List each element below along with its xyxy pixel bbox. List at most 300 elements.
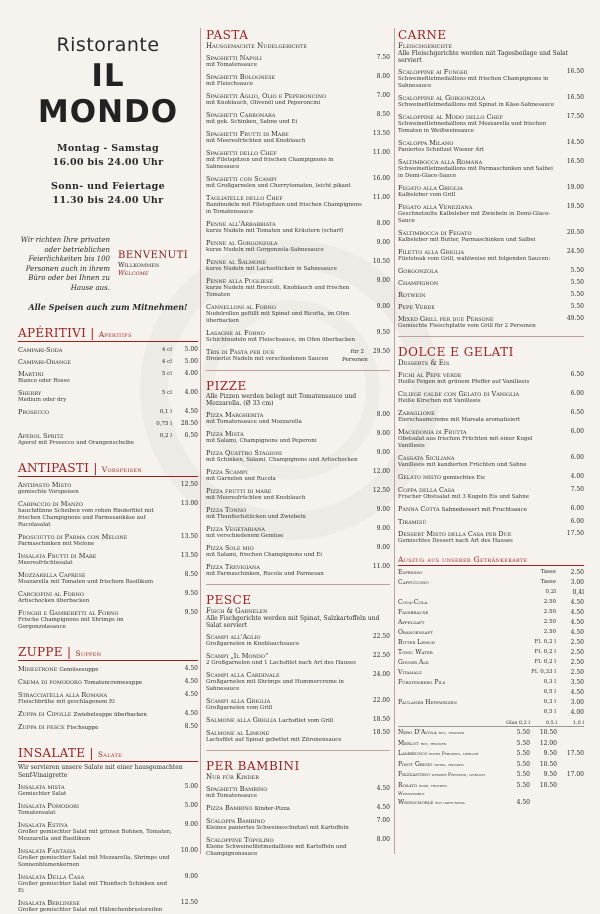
menu-item-desc: Kleines paniertes Schweineschnitzel mit Kartoffeln bbox=[206, 825, 349, 831]
menu-item bbox=[18, 710, 198, 719]
drink-item bbox=[398, 689, 584, 697]
menu-item-qty: 4 cl bbox=[161, 347, 172, 353]
menu-item-desc: mit gek. Schinken, Sahne und Ei bbox=[206, 119, 298, 125]
menu-item bbox=[398, 68, 584, 90]
menu-item-price: 19.00 bbox=[566, 184, 584, 191]
menu-item-desc: Schweinefiletmedaillons mit frischen Champignons in Sahnesauce bbox=[398, 76, 549, 89]
menu-item-desc: Großgarnelen vom Grill bbox=[206, 705, 273, 711]
menu-item-desc: Paniertes Schnitzel Wiener Art bbox=[398, 147, 485, 153]
opening-hours bbox=[18, 142, 198, 208]
menu-item bbox=[18, 571, 198, 586]
menu-item-desc: Artischocken überbacken bbox=[18, 598, 90, 604]
menu-item-title: Stracciatella alla Romana bbox=[18, 691, 108, 699]
wine-item bbox=[398, 740, 584, 749]
menu-item-price: 6.50 bbox=[570, 409, 584, 416]
menu-item-price: 6.00 bbox=[570, 390, 584, 397]
column-divider bbox=[394, 28, 395, 854]
menu-item-title: Fichi al Pepe verde bbox=[398, 371, 462, 379]
menu-item-title: Lasagne al Forno bbox=[206, 329, 265, 337]
column-left bbox=[18, 0, 198, 913]
pizze-list bbox=[206, 411, 390, 578]
menu-item-price: 11.00 bbox=[372, 149, 390, 156]
menu-item bbox=[18, 873, 198, 895]
section-pasta-title: PASTA bbox=[206, 28, 249, 42]
menu-item-price: 4.50 bbox=[376, 785, 390, 792]
menu-item-desc: Tomatensalat bbox=[18, 810, 56, 816]
menu-item-name bbox=[398, 473, 558, 482]
menu-item-title: Saltimbocca alla Romana bbox=[398, 158, 483, 166]
menu-item bbox=[18, 802, 198, 817]
menu-item-desc: gemischtes Eis bbox=[443, 475, 485, 481]
section-pesce-title: PESCE bbox=[206, 593, 252, 607]
menu-item bbox=[18, 481, 198, 496]
menu-item bbox=[206, 411, 390, 426]
wine-price bbox=[557, 782, 584, 791]
menu-item bbox=[206, 348, 390, 364]
wine-price bbox=[557, 761, 584, 770]
dolce-list bbox=[398, 371, 584, 545]
menu-item bbox=[206, 697, 390, 712]
menu-item-title: Insalata mista bbox=[18, 783, 65, 791]
menu-item-title: Macedonia di Frutta bbox=[398, 428, 467, 436]
section-subtitle: Vorspeisen bbox=[101, 465, 142, 474]
menu-item-desc: kurze Nudeln mit Gorgonzola-Sahnesauce bbox=[206, 247, 324, 253]
menu-item-price: 13.50 bbox=[180, 552, 198, 559]
section-note: Wir servieren unsere Salate mit einer hausgemachten Senf-Vinaigrette bbox=[18, 764, 183, 779]
menu-item bbox=[206, 111, 390, 126]
section-bambini-subtitle: Nur für Kinder bbox=[206, 773, 260, 781]
menu-item-desc: mit Knoblauch, Olivenöl und Peperoncini bbox=[206, 100, 321, 106]
menu-item-desc: Meeresfrüchtesalat bbox=[18, 560, 73, 566]
menu-item-desc: Geschnetzelte Kalbsleber mit Zwiebeln in Demi-Glace-Sauce bbox=[398, 211, 551, 224]
menu-item-desc: Großer gemischter Salat mit Hähnchenbrustsreifen bbox=[18, 907, 163, 913]
wine-price: 5.50 bbox=[516, 739, 530, 747]
menu-item-desc: Heiße Kirschen mit Vanilleeis bbox=[398, 398, 481, 404]
wine-item bbox=[398, 729, 584, 738]
wine-list bbox=[398, 729, 584, 808]
carne-list bbox=[398, 68, 584, 330]
drink-size: 0,2l bbox=[545, 588, 556, 595]
menu-item-name bbox=[398, 390, 558, 405]
menu-item-title: Insalata Estiva bbox=[18, 821, 68, 829]
wine-price: 10.50 bbox=[539, 729, 557, 736]
drink-price: 3.50 bbox=[570, 678, 584, 686]
drink-size: 2.50 bbox=[543, 598, 556, 605]
menu-item-price: 28.50 bbox=[180, 420, 198, 427]
section-title: INSALATE bbox=[18, 746, 86, 760]
menu-item-desc: kurze Nudeln mit Broccoli, Knoblauch und frischen Tomaten bbox=[206, 285, 350, 298]
menu-item-price: 18.50 bbox=[372, 716, 390, 723]
menu-item-name bbox=[398, 518, 558, 526]
menu-item-desc: Schweinefiletmedaillons mit Parmaschinken und Salbei in Demi-Glace-Sauce bbox=[398, 166, 553, 179]
menu-item-price: 9.00 bbox=[184, 821, 198, 828]
menu-item-price: 8.50 bbox=[376, 111, 390, 118]
menu-item-title: Ciliege calde con Gelato di Vaniglia bbox=[398, 390, 520, 398]
menu-item-name bbox=[206, 652, 364, 667]
hours-time: 11.30 bis 24.00 Uhr bbox=[52, 195, 164, 206]
drink-item bbox=[398, 679, 584, 687]
drink-size: Tasse bbox=[540, 568, 556, 575]
menu-item-price: 4.50 bbox=[184, 710, 198, 717]
wine-name bbox=[398, 782, 503, 791]
menu-item-title: Prosciutto di Parma con Melone bbox=[18, 533, 128, 541]
drink-size: 0,5 l bbox=[543, 708, 556, 715]
menu-item bbox=[398, 454, 584, 469]
menu-item-price: 49.50 bbox=[566, 315, 584, 322]
menu-item-price: 4.50 bbox=[376, 804, 390, 811]
menu-item-name bbox=[206, 329, 364, 344]
menu-item-price: 8.00 bbox=[376, 220, 390, 227]
wine-item bbox=[398, 771, 584, 780]
menu-item-price: 8.00 bbox=[376, 836, 390, 843]
menu-item bbox=[398, 184, 584, 199]
menu-item bbox=[398, 409, 584, 424]
menu-item-desc: Schweinefiletmedaillons mit Mozzarella und frischen Tomaten in Weißweinsauce bbox=[398, 121, 547, 134]
section-pasta-subtitle: Hausgemachte Nudelgerichte bbox=[206, 42, 307, 50]
intro-text: Wir richten Ihre privaten oder betrieblichen Feierlichkeiten bis 100 Personen auch in ihrem Büro oder bei Ihnen zu Hause aus. bbox=[20, 236, 110, 292]
menu-item bbox=[206, 449, 390, 464]
menu-item-desc: Kalbsleber mit Butter, Parmaschinken und Salbei bbox=[398, 237, 536, 243]
drink-size: Fl. 0,2 l bbox=[534, 658, 556, 665]
menu-item-name bbox=[206, 785, 364, 800]
menu-item-name bbox=[206, 348, 342, 363]
menu-item-name bbox=[398, 279, 558, 287]
menu-item-title: Mixed Grill per due Persone bbox=[398, 315, 494, 323]
menu-item-name bbox=[398, 505, 558, 514]
menu-item-price: 22.00 bbox=[372, 697, 390, 704]
wine-subheading: Weinschorle bbox=[398, 792, 425, 797]
menu-item-price: 17.50 bbox=[566, 113, 584, 120]
section-insalate: INSALATE | Salate bbox=[18, 746, 198, 762]
menu-item-name bbox=[18, 710, 172, 719]
menu-item bbox=[18, 609, 198, 631]
drink-price: 3.00 bbox=[570, 698, 584, 706]
menu-item-price: 12.50 bbox=[180, 481, 198, 488]
wine-price: 5.50 bbox=[516, 771, 530, 778]
menu-item-title: Pepe Verde bbox=[398, 303, 435, 311]
menu-item-title: Fegato alla Veneziana bbox=[398, 203, 473, 211]
wine-name bbox=[398, 761, 503, 770]
menu-item-name bbox=[398, 113, 558, 135]
menu-item bbox=[18, 420, 198, 428]
menu-item-title: Pizza Trevigiana bbox=[206, 563, 260, 571]
menu-item-price: 6.50 bbox=[570, 371, 584, 378]
drink-price: 2.50 bbox=[570, 568, 584, 576]
menu-item-name bbox=[398, 530, 558, 545]
drink-size: Fl. 0,2 l bbox=[534, 638, 556, 645]
wine-price: 4.50 bbox=[516, 799, 530, 806]
wine-title: Merlot bbox=[398, 739, 419, 747]
menu-item-desc: Schweinefiletmedaillons mit Spinat in Käse-Sahnesauce bbox=[398, 102, 555, 108]
menu-item bbox=[206, 430, 390, 445]
menu-item-name bbox=[18, 802, 172, 817]
menu-item-price: 5.50 bbox=[570, 303, 584, 310]
menu-item bbox=[206, 239, 390, 254]
menu-item-price: 22.50 bbox=[372, 633, 390, 640]
menu-item bbox=[206, 175, 390, 190]
wine-price: 17.50 bbox=[566, 750, 584, 757]
menu-item-name bbox=[206, 92, 364, 107]
menu-item-price: 16.50 bbox=[566, 68, 584, 75]
drink-item bbox=[398, 599, 584, 607]
menu-item-price: 9.00 bbox=[376, 506, 390, 513]
menu-item-desc: kurze Nudeln mit Lachsstücken in Sahnesauce bbox=[206, 266, 337, 272]
menu-item-title: Spaghetti con Scampi bbox=[206, 175, 277, 183]
wine-name bbox=[398, 771, 503, 780]
menu-item-name bbox=[206, 633, 364, 648]
section-subtitle: Aperitifs bbox=[98, 330, 132, 339]
menu-item bbox=[18, 783, 198, 798]
menu-item-desc: mit Fleischsauce bbox=[206, 81, 253, 87]
section-pizze-title: PIZZE bbox=[206, 379, 247, 393]
drink-price: 4.50 bbox=[570, 598, 584, 606]
menu-item-desc: Heiße Feigen mit grünem Pfeffer auf Vanilleeis bbox=[398, 379, 530, 385]
drink-price: 4.50 bbox=[570, 618, 584, 626]
bambini-list bbox=[206, 785, 390, 858]
wine-name bbox=[398, 750, 503, 759]
wine-title: Nero D'Avola bbox=[398, 729, 437, 736]
menu-item-name bbox=[398, 371, 558, 386]
menu-item-title: Champignon bbox=[398, 279, 439, 287]
menu-item bbox=[206, 716, 390, 725]
drink-item bbox=[398, 699, 584, 707]
menu-item bbox=[18, 723, 198, 732]
drink-item bbox=[398, 649, 584, 657]
menu-item bbox=[18, 389, 198, 404]
menu-item-desc: mit Schinken, Salami, Champignons und Artischocken bbox=[206, 457, 358, 463]
menu-item-name bbox=[206, 258, 364, 273]
menu-item-price: 17.50 bbox=[566, 530, 584, 537]
menu-item-title: Campari-Orange bbox=[18, 358, 71, 366]
menu-item-title: Carpaccio di Manzo bbox=[18, 500, 83, 508]
menu-item-desc: Frischer Obstsalat mit 3 Kugeln Eis und Sahne bbox=[398, 494, 530, 500]
section-note: Alle Fleischgerichte werden mit Tagesbeilage und Salat serviert bbox=[398, 50, 569, 64]
menu-item-desc: gemischte Vorspeisen bbox=[18, 489, 79, 495]
menu-item-title: Insalata Della Casa bbox=[18, 873, 85, 881]
wine-desc: weißer Perlwein, lieblich bbox=[431, 773, 485, 778]
menu-item-title: Scaloppa Bambino bbox=[206, 817, 265, 825]
menu-item-name bbox=[206, 836, 364, 858]
menu-item bbox=[18, 821, 198, 843]
menu-item-title: Rotwein bbox=[398, 291, 426, 299]
wine-desc: rotes Perlwein, lieblich bbox=[429, 752, 479, 757]
menu-item bbox=[18, 408, 198, 416]
menu-item-title: Campari-Soda bbox=[18, 346, 63, 354]
menu-item-desc: mit Tomatensauce bbox=[206, 793, 257, 799]
menu-item-desc: Kleine Schweinefiletmedaillons mit Kartoffeln und Champignonsauce bbox=[206, 844, 347, 857]
menu-item-name bbox=[398, 291, 558, 299]
menu-item-title: Saltimbocca di Fegato bbox=[398, 229, 472, 237]
drink-price: 2.50 bbox=[570, 648, 584, 656]
menu-item-price: 9.00 bbox=[376, 239, 390, 246]
menu-item-title: Scampi all'Aglio bbox=[206, 633, 261, 641]
menu-item-desc: mit Parmaschinken, Rucola und Parmesan bbox=[206, 571, 324, 577]
menu-item-desc: Großer gemischter Salat mit Thunfisch Schinken und Ei bbox=[18, 881, 167, 894]
drink-name: Paulaner Hefeweizen bbox=[398, 698, 457, 706]
section-dolce-subtitle: Desserts & Eis bbox=[398, 359, 450, 367]
drink-price: 2.50 bbox=[570, 638, 584, 646]
menu-item-name bbox=[206, 468, 364, 483]
menu-item-qty: 5 cl bbox=[161, 390, 172, 396]
menu-item-title: Antipasto Misto bbox=[18, 481, 72, 489]
menu-item-price: 9.00 bbox=[376, 525, 390, 532]
menu-item bbox=[18, 691, 198, 706]
menu-item-name bbox=[206, 130, 364, 145]
menu-item bbox=[398, 505, 584, 514]
menu-item bbox=[18, 500, 198, 529]
menu-item bbox=[206, 149, 390, 171]
menu-item-desc: mit Thunfischstücken und Zwiebeln bbox=[206, 514, 306, 520]
drink-size: Tasse bbox=[540, 578, 556, 585]
menu-item-price: 24.00 bbox=[372, 671, 390, 678]
menu-item-price: 12.50 bbox=[180, 899, 198, 906]
drink-item bbox=[398, 619, 584, 627]
menu-item-price: 5.00 bbox=[184, 802, 198, 809]
menu-item-title: Insalata Pomodori bbox=[18, 802, 79, 810]
aperitivi-list bbox=[18, 346, 198, 447]
wine-price bbox=[557, 729, 584, 738]
menu-item-name bbox=[18, 533, 172, 548]
menu-item-desc: Obstsalat aus frischen Früchten mit einer Kugel Vanilleeis bbox=[398, 436, 533, 449]
menu-item-price: 22.50 bbox=[372, 652, 390, 659]
section-aperitivi: APÉRITIVI | Aperitifs bbox=[18, 326, 198, 342]
menu-item bbox=[18, 346, 198, 354]
menu-item-name bbox=[206, 411, 364, 426]
menu-item-title: Scaloppine Topolino bbox=[206, 836, 274, 844]
drink-size: 2.50 bbox=[543, 608, 556, 615]
menu-item-title: Scampi „Il Mondo“ bbox=[206, 652, 269, 660]
menu-item-name bbox=[18, 500, 172, 529]
menu-item-name bbox=[206, 220, 364, 235]
menu-item-title: Spaghetti Aglio, Olio e Peperoncino bbox=[206, 92, 327, 100]
menu-item-desc: Eierschaumcreme mit Marsala aromatisiert bbox=[398, 417, 521, 423]
section-zuppe: ZUPPE | Suppen bbox=[18, 645, 198, 661]
menu-item bbox=[398, 229, 584, 244]
menu-item-title: Filetto alla Griglia bbox=[398, 248, 465, 256]
menu-item bbox=[206, 73, 390, 88]
menu-item bbox=[18, 552, 198, 567]
menu-item-name bbox=[18, 432, 150, 447]
menu-item-desc: Mozzarella mit Tomaten und frischem Basilikum bbox=[18, 579, 154, 585]
menu-item bbox=[398, 267, 584, 275]
welcome-de: Willkommen bbox=[118, 261, 160, 269]
menu-item-price: 16.00 bbox=[372, 175, 390, 182]
menu-item-desc: 2 Großgarnelen und 1 Lachsfilet nach Art des Hauses bbox=[206, 660, 357, 666]
drink-item bbox=[398, 609, 584, 617]
menu-item bbox=[398, 371, 584, 386]
section-bambini-title: PER BAMBINI bbox=[206, 759, 300, 773]
menu-item-desc: mit Meeresfrüchten und Knoblauch bbox=[206, 495, 306, 501]
menu-item-desc: Kinder-Pizza bbox=[254, 806, 290, 812]
menu-item-price: 4.50 bbox=[184, 408, 198, 415]
drink-name: Bitter Lemon bbox=[398, 638, 436, 646]
menu-item-name bbox=[398, 409, 558, 424]
drink-name: Vitamalz bbox=[398, 668, 422, 676]
menu-item-name bbox=[398, 248, 558, 263]
menu-item bbox=[206, 804, 390, 813]
drink-name bbox=[398, 689, 520, 697]
menu-item bbox=[398, 291, 584, 299]
menu-item-name bbox=[398, 184, 558, 199]
menu-item-name bbox=[18, 691, 172, 706]
menu-item-title: Spaghetti Carbonara bbox=[206, 111, 276, 119]
wine-title: Weinschorle bbox=[398, 799, 434, 806]
drink-item bbox=[398, 709, 584, 717]
menu-item-name bbox=[206, 671, 364, 693]
menu-item-price: 9.00 bbox=[376, 303, 390, 310]
menu-item-title: Pizza Quattro Stagioni bbox=[206, 449, 282, 457]
drink-item bbox=[398, 569, 584, 577]
menu-item-title: Insalata Fantasia bbox=[18, 847, 76, 855]
menu-item-desc: Fleischbrühe mit geschlagenem Ei bbox=[18, 699, 115, 705]
menu-item-desc: Vanilleeis mit kandierten Früchten und Sahne bbox=[398, 462, 527, 468]
menu-item-title: Penne al Gorgonzola bbox=[206, 239, 278, 247]
menu-item-price: 14.50 bbox=[566, 139, 584, 146]
menu-item bbox=[398, 473, 584, 482]
menu-item-name bbox=[398, 486, 558, 501]
menu-item-title: Salmone alla Griglia bbox=[206, 716, 277, 724]
drink-item bbox=[398, 669, 584, 677]
menu-item-price: 12.00 bbox=[372, 468, 390, 475]
menu-item-price: 8.00 bbox=[376, 73, 390, 80]
menu-item-desc: Gemüsesuppe bbox=[59, 667, 99, 673]
menu-item-desc: mit Tomatensauce und Mozzarella bbox=[206, 419, 302, 425]
menu-item-price: 7.00 bbox=[376, 92, 390, 99]
menu-item-name bbox=[206, 111, 364, 126]
wine-price: 17.00 bbox=[566, 771, 584, 778]
menu-item-title: Pizza Bambino bbox=[206, 804, 253, 812]
antipasti-list bbox=[18, 481, 198, 631]
menu-item-title: Scaloppine al Modo dello Chef bbox=[398, 113, 503, 121]
menu-item-title: Spaghetti Napoli bbox=[206, 54, 262, 62]
drink-name bbox=[398, 709, 520, 717]
menu-item-desc: Bianco oder Rosso bbox=[18, 378, 70, 384]
menu-item-name bbox=[206, 194, 364, 216]
menu-item-name bbox=[18, 847, 172, 869]
menu-item-title: Penne alla Pugliese bbox=[206, 277, 274, 285]
menu-item bbox=[398, 94, 584, 109]
menu-item-title: Martini bbox=[18, 370, 44, 378]
section-drinks-title: Auszug aus unserer Getränkekarte bbox=[398, 555, 584, 566]
hours-days: Sonn- und Feiertage bbox=[51, 181, 165, 192]
drink-size: 0,3 l bbox=[543, 698, 556, 705]
wine-price bbox=[557, 799, 584, 808]
wine-desc: rot, trocken bbox=[420, 741, 447, 747]
menu-item-title: Tagliatelle dello Chef bbox=[206, 194, 283, 202]
drink-name: Espresso bbox=[398, 568, 423, 576]
menu-item-desc: kurze Nudeln mit Tomaten und Kräutern (scharf) bbox=[206, 228, 344, 234]
menu-item bbox=[18, 358, 198, 366]
menu-item-name bbox=[18, 408, 150, 416]
wine-title: Pinot Grigio bbox=[398, 760, 433, 768]
hours-time: 16.00 bis 24.00 Uhr bbox=[52, 157, 164, 168]
menu-item-desc: Gemischtes Dessert nach Art des Hauses bbox=[398, 538, 513, 544]
menu-item-title: Tiramisù bbox=[398, 518, 427, 526]
menu-item-title: Prosecco bbox=[18, 408, 50, 416]
menu-item-name bbox=[206, 73, 364, 88]
menu-item-price: 6.00 bbox=[570, 428, 584, 435]
menu-item-price: 20.50 bbox=[566, 229, 584, 236]
section-carne-title: CARNE bbox=[398, 28, 447, 42]
menu-item-price: 9.00 bbox=[184, 873, 198, 880]
menu-item-price: 7.00 bbox=[376, 817, 390, 824]
drink-size: Fl. 0,33 l bbox=[531, 668, 556, 675]
menu-item-title: Carciofini al Forno bbox=[18, 590, 84, 598]
section-pesce-subtitle: Fisch & Garnelen bbox=[206, 607, 268, 615]
drink-name: Cappuccino bbox=[398, 578, 429, 586]
menu-item-price: 6.00 bbox=[570, 505, 584, 512]
menu-item bbox=[206, 92, 390, 107]
